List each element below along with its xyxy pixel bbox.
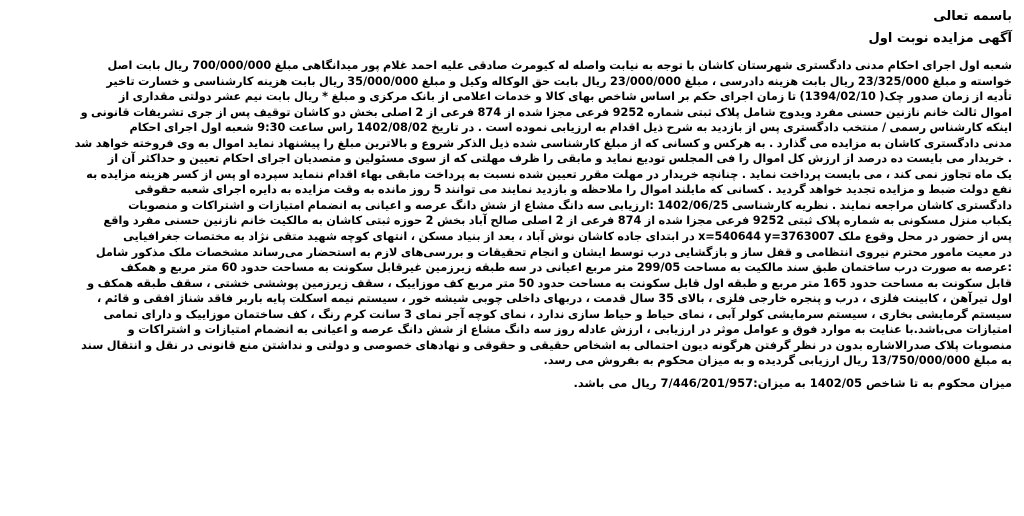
body-line: یکباب منزل مسکونی به شماره پلاک ثبتی 9252 فرعی مجزا شده از 874 فرعی از 2 اصلی صالح آباد بخش 2 حوزه ثبتی کاشان به مالکیت خانم نازنین حسنی مفرد واقع	[103, 214, 1012, 228]
body-line: یک ماه تجاوز نمی کند ، می بایست پرداخت نماید . چنانچه خریدار در مهلت مقرر تعیین شده نسبت به پرداخت مابقی بهاء اقدام ننماید سپرده او پس از کسر هزینه مزایده به	[86, 167, 1012, 181]
body-line: اول تیرآهن ، کابینت فلزی ، درب و پنجره خارجی فلزی ، بالای 35 سال قدمت ، دربهای داخلی چوبی شیشه خور ، سیستم نیمه اسکلت پایه باربر فاقد شناژ افقی و قائم ،	[96, 292, 1012, 306]
body-line: اموال ثالث خانم نازنین حسنی مفرد ویدوج شامل پلاک ثبتی شماره 9252 فرعی مجزا شده از 874 فرعی از 2 اصلی بخش دو کاشان توقیف پس از جری تشریفات قانونی و	[80, 105, 1012, 119]
body-line: نفع دولت ضبط و مزایده تجدید خواهد گردید . کسانی که مایلند اموال را ملاحظه و بازدید نمایند می توانند 5 روز مانده به وقت مزایده به دایره اجرای شعبه حقوقی	[134, 183, 1012, 197]
body-line: قابل سکونت به مساحت حدود 165 متر مربع و طبقه اول قابل سکونت به مساحت حدود 50 متر مربع کف موزاییک ، سقف زیرزمین پوششی خشتی ، سقف طبقه همکف و	[87, 276, 1012, 290]
body-line: منصوبات پلاک صدرالاشاره بدون در نظر گرفتن هرگونه دیون احتمالی به اشخاص حقیقی و حقوقی و نهادهای خصوصی و دولتی و نداشتن منع قانونی در نقل و انتقال سند	[81, 338, 1012, 352]
invocation-heading: باسمه تعالی	[933, 9, 1012, 24]
body-line: امتیازات می‌باشد.با عنایت به موارد فوق و عوامل موثر در ارزیابی ، ارزش عادله روز سه دانگ مشاع از شش دانگ عرصه و اعیانی به انضمام امتیازات و اشتراکات و	[127, 323, 1012, 337]
body-line: تأدیه از زمان صدور چک( 1394/02/10) تا زمان اجرای حکم بر اساس شاخص بهای کالا و خدمات اعلامی از بانک مرکزی و مبلغ * ریال بابت نیم عشر دولتی مقداری از	[118, 90, 1012, 104]
body-line: اینکه کارشناس رسمی / منتخب دادگستری پس از بازدید به شرح ذیل اقدام به ارزیابی نموده است . در تاریخ 1402/08/02 راس ساعت 9:30 شعبه اول اجرای احکام	[129, 121, 1012, 135]
body-line: شعبه اول اجرای احکام مدنی دادگستری شهرستان کاشان با توجه به نیابت واصله له کیومرث صادقی علیه احمد غلام پور میدانگاهی مبلغ 700/000/000 ریال بابت اصل	[107, 59, 1012, 72]
body-line: مدنی دادگستری کاشان به مزایده می گذارد . به هرکس و کسانی که از مبلغ کارشناسی شده ذیل الذکر شروع و بالاترین مبلغ را پیشنهاد نماید اموال به وی فروخته خواهد شد	[74, 136, 1012, 150]
body-line: در معیت مامور محترم نیروی انتظامی و قفل ساز و بازگشایی درب توسط ایشان و انجام تحقیقات و بررسی‌های لازم به استحضار می‌رساند مشخصات ملک مذکور شامل	[95, 245, 1012, 259]
body-line: سیستم گرمایشی بخاری ، سیستم سرمایشی کولر آبی ، نمای حیاط و حیاط سازی ندارد ، نمای کوچه آجر نمای 3 سانت کرم رنگ ، کف ساختمان موزاییک و دارای تمامی	[103, 307, 1012, 321]
spacer	[12, 48, 1012, 58]
body-line: دادگستری کاشان مراجعه نمایند . نظریه کارشناسی 1402/06/25 :ارزیابی سه دانگ مشاع از شش دانگ عرصه و اعیانی به انضمام امتیازات و اشتراکات و منصوبات	[128, 198, 1012, 212]
notice-body	[12, 58, 1012, 369]
body-line: به مبلغ 13/750/000/000 ریال ارزیابی گردیده و به میزان محکوم به بفروش می رسد.	[543, 354, 1012, 368]
body-line: خواسته و مبلغ 23/325/000 ریال بابت هزینه دادرسی ، مبلغ 23/000/000 ریال بابت حق الوکاله وکیل و مبلغ 35/000/000 ریال بابت هزینه کارشناسی و خسارت تاخیر	[106, 74, 1012, 88]
notice-title: آگهی مزایده نوبت اول	[868, 31, 1012, 46]
body-line: :عرصه به صورت درب ساختمان طبق سند مالکیت به مساحت 299/05 متر مربع اعیانی در سه طبقه زیرزمین غیرقابل سکونت به مساحت حدود 60 متر مربع و همکف	[120, 261, 1012, 275]
footer-sentence: میزان محکوم به تا شاخص 1402/05 به میزان:7/446/201/957 ریال می باشد.	[573, 375, 1012, 390]
body-line: پس از حضور در محل وقوع ملک x=540644 y=3763007 در ابتدای جاده کاشان نوش آباد ، بعد از بنیاد مسکن ، انتهای کوچه شهید متقی نژاد به مختصات جغرافیایی	[123, 230, 1012, 244]
body-line: . خریدار می بایست ده درصد از ارزش کل اموال را فی المجلس تودیع نماید و مابقی را ظرف مهلتی که از سوی مسئولین و متصدیان اجرای احکام تعیین و حداکثر آن از	[107, 152, 1012, 166]
